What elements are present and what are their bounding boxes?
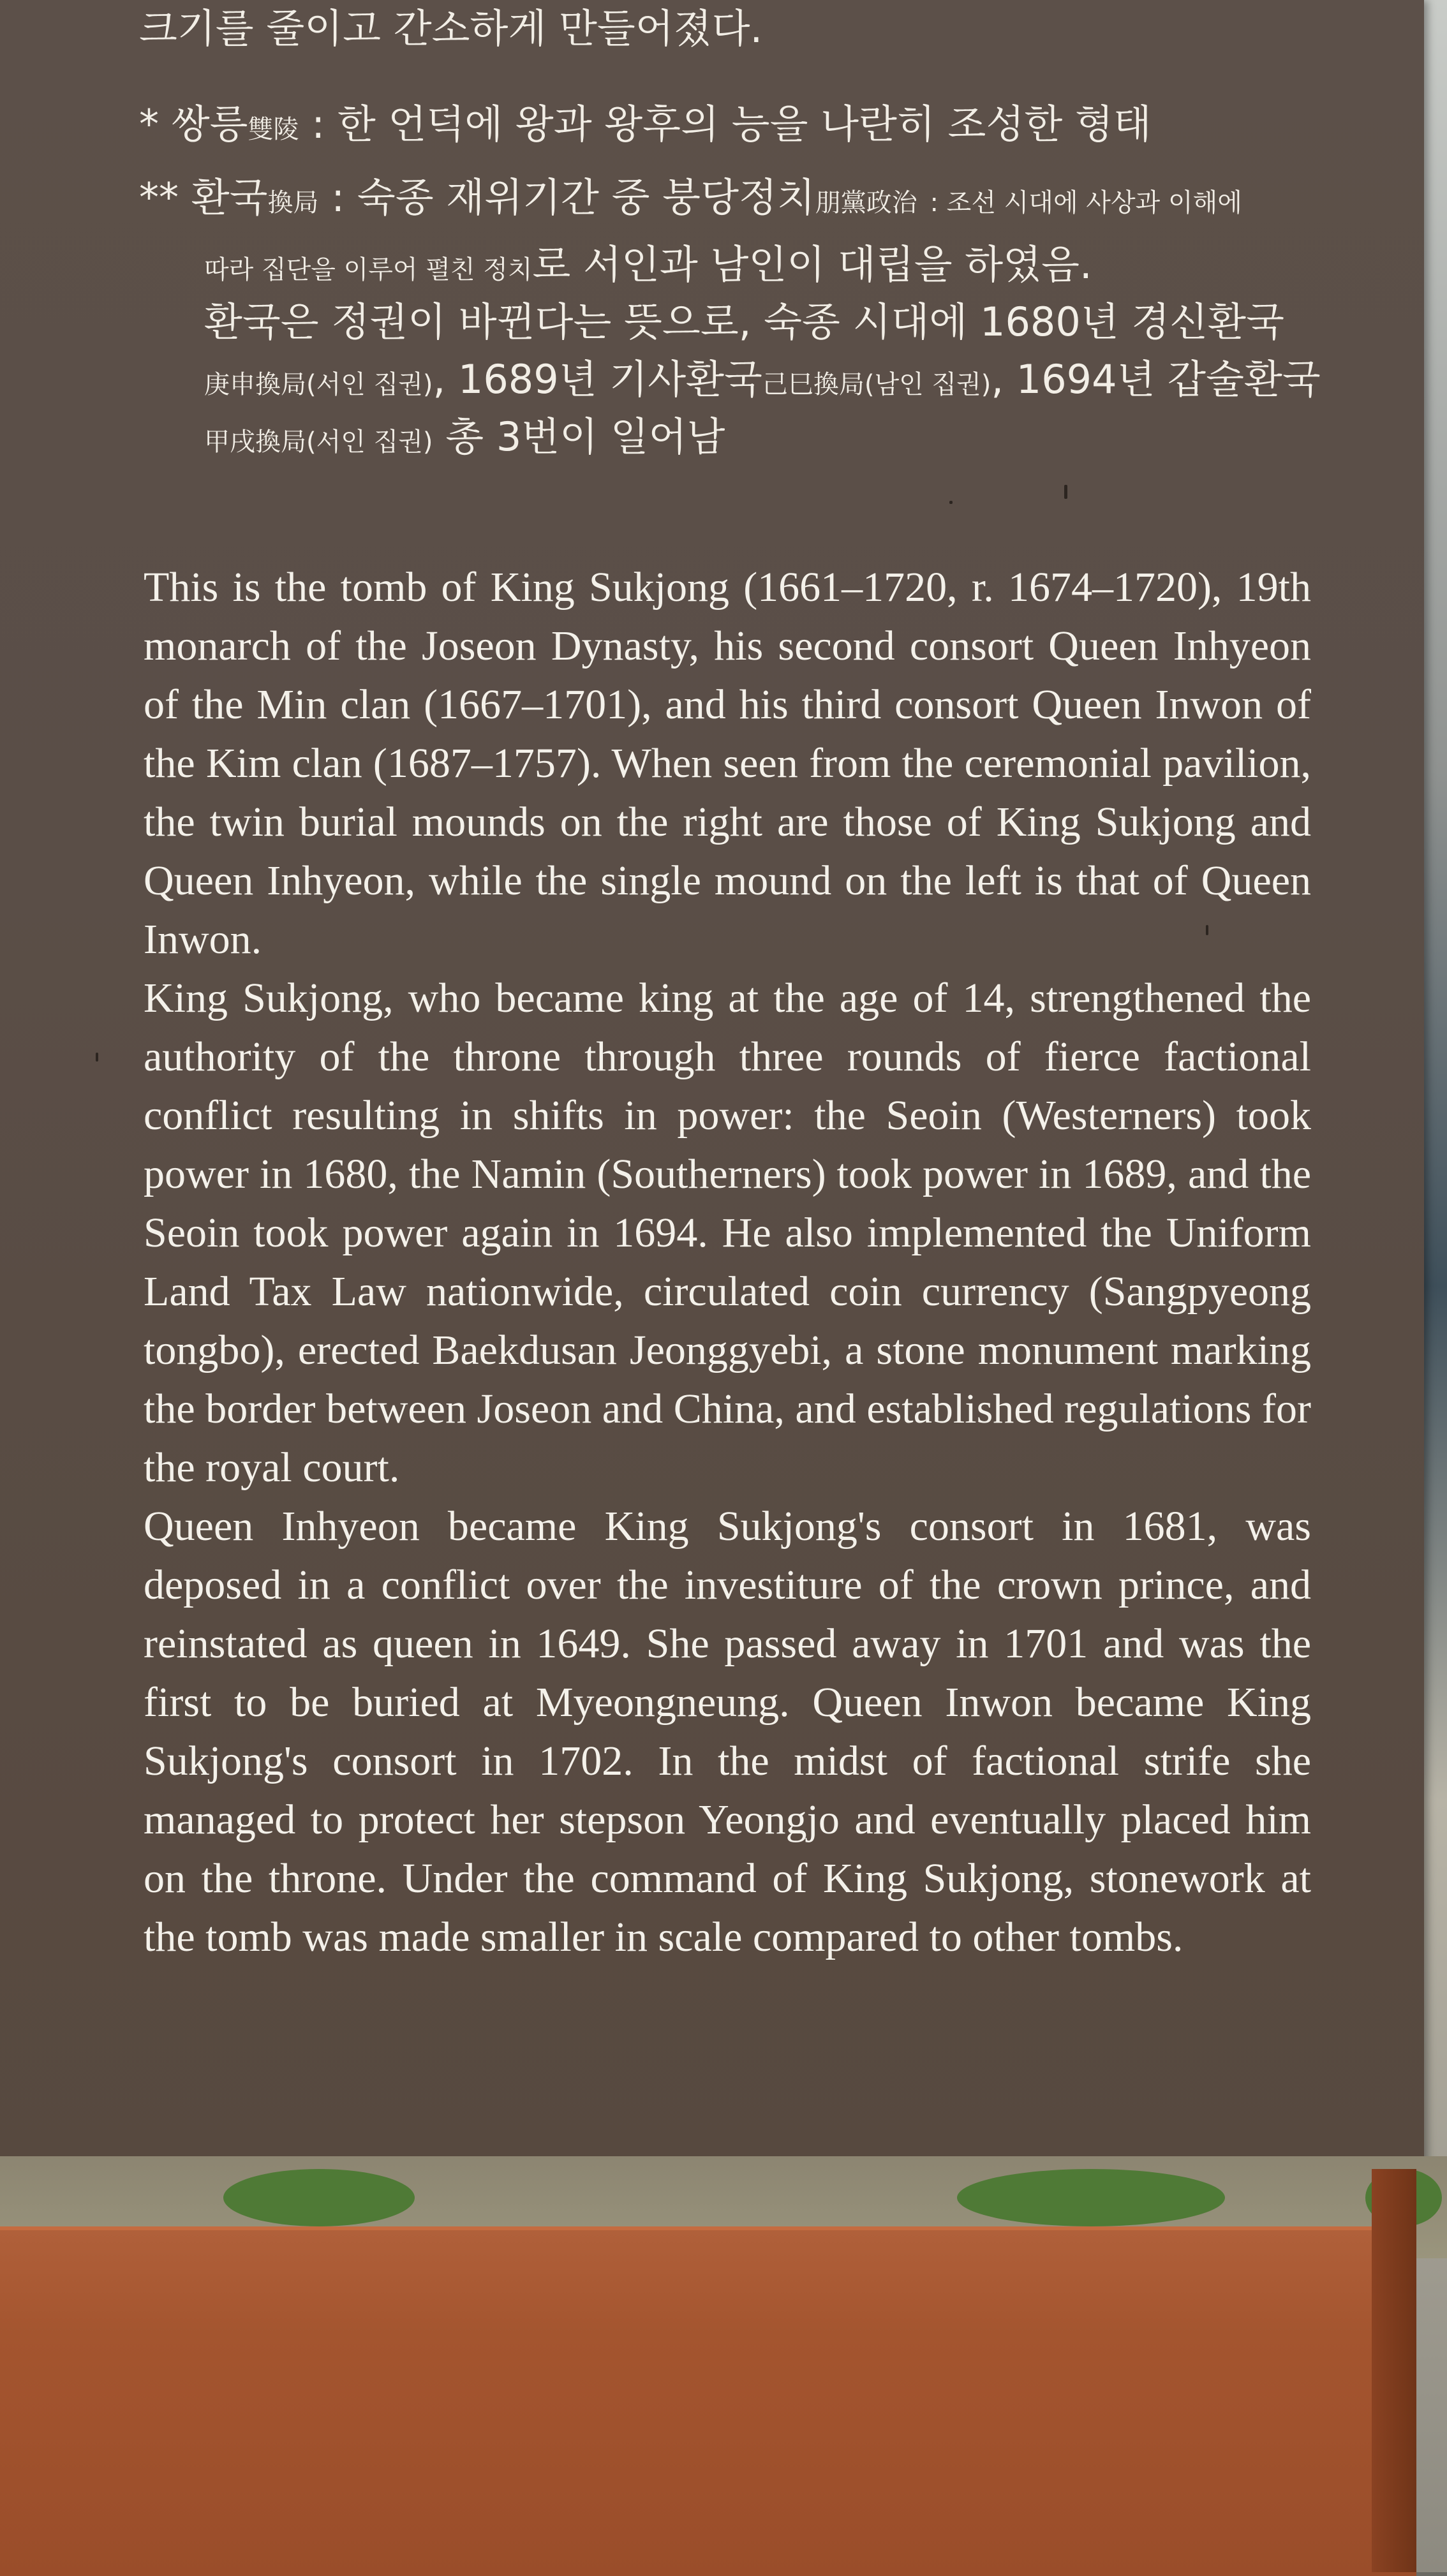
english-paragraph-2: King Sukjong, who became king at the age of 14, strengthened the authority of the throne through three rounds of fierce factional conflict resulting in shifts in power: the Seoin (Westerners) took power in 1680, the Namin (Southerners) took power in 1689, and the Seoin took power again in 1694. He also implemented the Uniform Land Tax Law nationwide, circulated coin currency (Sangpyeong tongbo), erected Baekdusan Jeonggyebi, a stone monument marking the border between Joseon and China, and established regulations for the royal court.: [144, 975, 1311, 1491]
hanja-text: 庚申換局(서인 집권): [204, 370, 433, 399]
english-description: [144, 558, 1311, 1967]
korean-note-1: [139, 96, 1152, 158]
korean-line-1: [139, 0, 762, 57]
english-paragraph-1: This is the tomb of King Sukjong (1661–1720, r. 1674–1720), 19th monarch of the Joseon Dynasty, his second consort Queen Inhyeon of the Min clan (1667–1701), and his third consort Queen Inwon of the Kim clan (1687–1757). When seen from the ceremonial pavilion, the twin burial mounds on the right are those of King Sukjong and Queen Inhyeon, while the single mound on the left is that of Queen Inwon.: [144, 564, 1311, 963]
hanja-text: 朋黨政治: [815, 188, 917, 218]
korean-note-3-line-1: [204, 293, 1284, 351]
note-text: : 한 언덕에 왕과 왕후의 능을 나란히 조성한 형태: [311, 101, 1152, 147]
note-small-text: 따라 집단을 이루어 펼친 정치: [204, 255, 533, 285]
grass-patch: [957, 2169, 1225, 2226]
sign-base-side: [1372, 2169, 1416, 2572]
note-text: 환국은 정권이 바뀐다는 뜻으로, 숙종 시대에 1680년 경신환국: [204, 299, 1284, 345]
korean-note-2-line-2: [204, 236, 1092, 299]
korean-note-3-line-2: [204, 351, 1321, 413]
note-small-text: : 조선 시대에 사상과 이해에: [930, 188, 1242, 218]
note-marker: ** 환국: [139, 174, 268, 221]
note-marker: * 쌍릉: [139, 101, 248, 147]
grass-patch: [223, 2169, 415, 2226]
sign-base: [0, 2226, 1416, 2576]
korean-note-3-line-3: [204, 408, 725, 471]
hanja-text: 雙陵: [248, 115, 299, 144]
note-text: : 숙종 재위기간 중 붕당정치: [331, 174, 815, 221]
note-text: , 1694년 갑술환국: [991, 356, 1321, 403]
hanja-text: 換局: [267, 188, 319, 218]
korean-text: 크기를 줄이고 간소하게 만들어졌다.: [139, 5, 763, 52]
english-paragraph-3: Queen Inhyeon became King Sukjong's consort in 1681, was deposed in a conflict over the investiture of the crown prince, and reinstated as queen in 1649. She passed away in 1701 and was the first to be buried at Myeongneung. Queen Inwon became King Sukjong's consort in 1702. In the midst of factional strife she managed to protect her stepson Yeongjo and eventually placed him on the throne. Under the command of King Sukjong, stonework at the tomb was made smaller in scale compared to other tombs.: [144, 1503, 1311, 1960]
note-text: , 1689년 기사환국: [433, 356, 762, 403]
note-text: 로 서인과 남인이 대립을 하였음.: [532, 241, 1092, 288]
note-text: 총 3번이 일어남: [445, 413, 725, 460]
korean-note-2: [139, 169, 1242, 232]
hanja-text: 己巳換局(남인 집권): [762, 370, 991, 399]
hanja-text: 甲戌換局(서인 집권): [204, 427, 433, 457]
